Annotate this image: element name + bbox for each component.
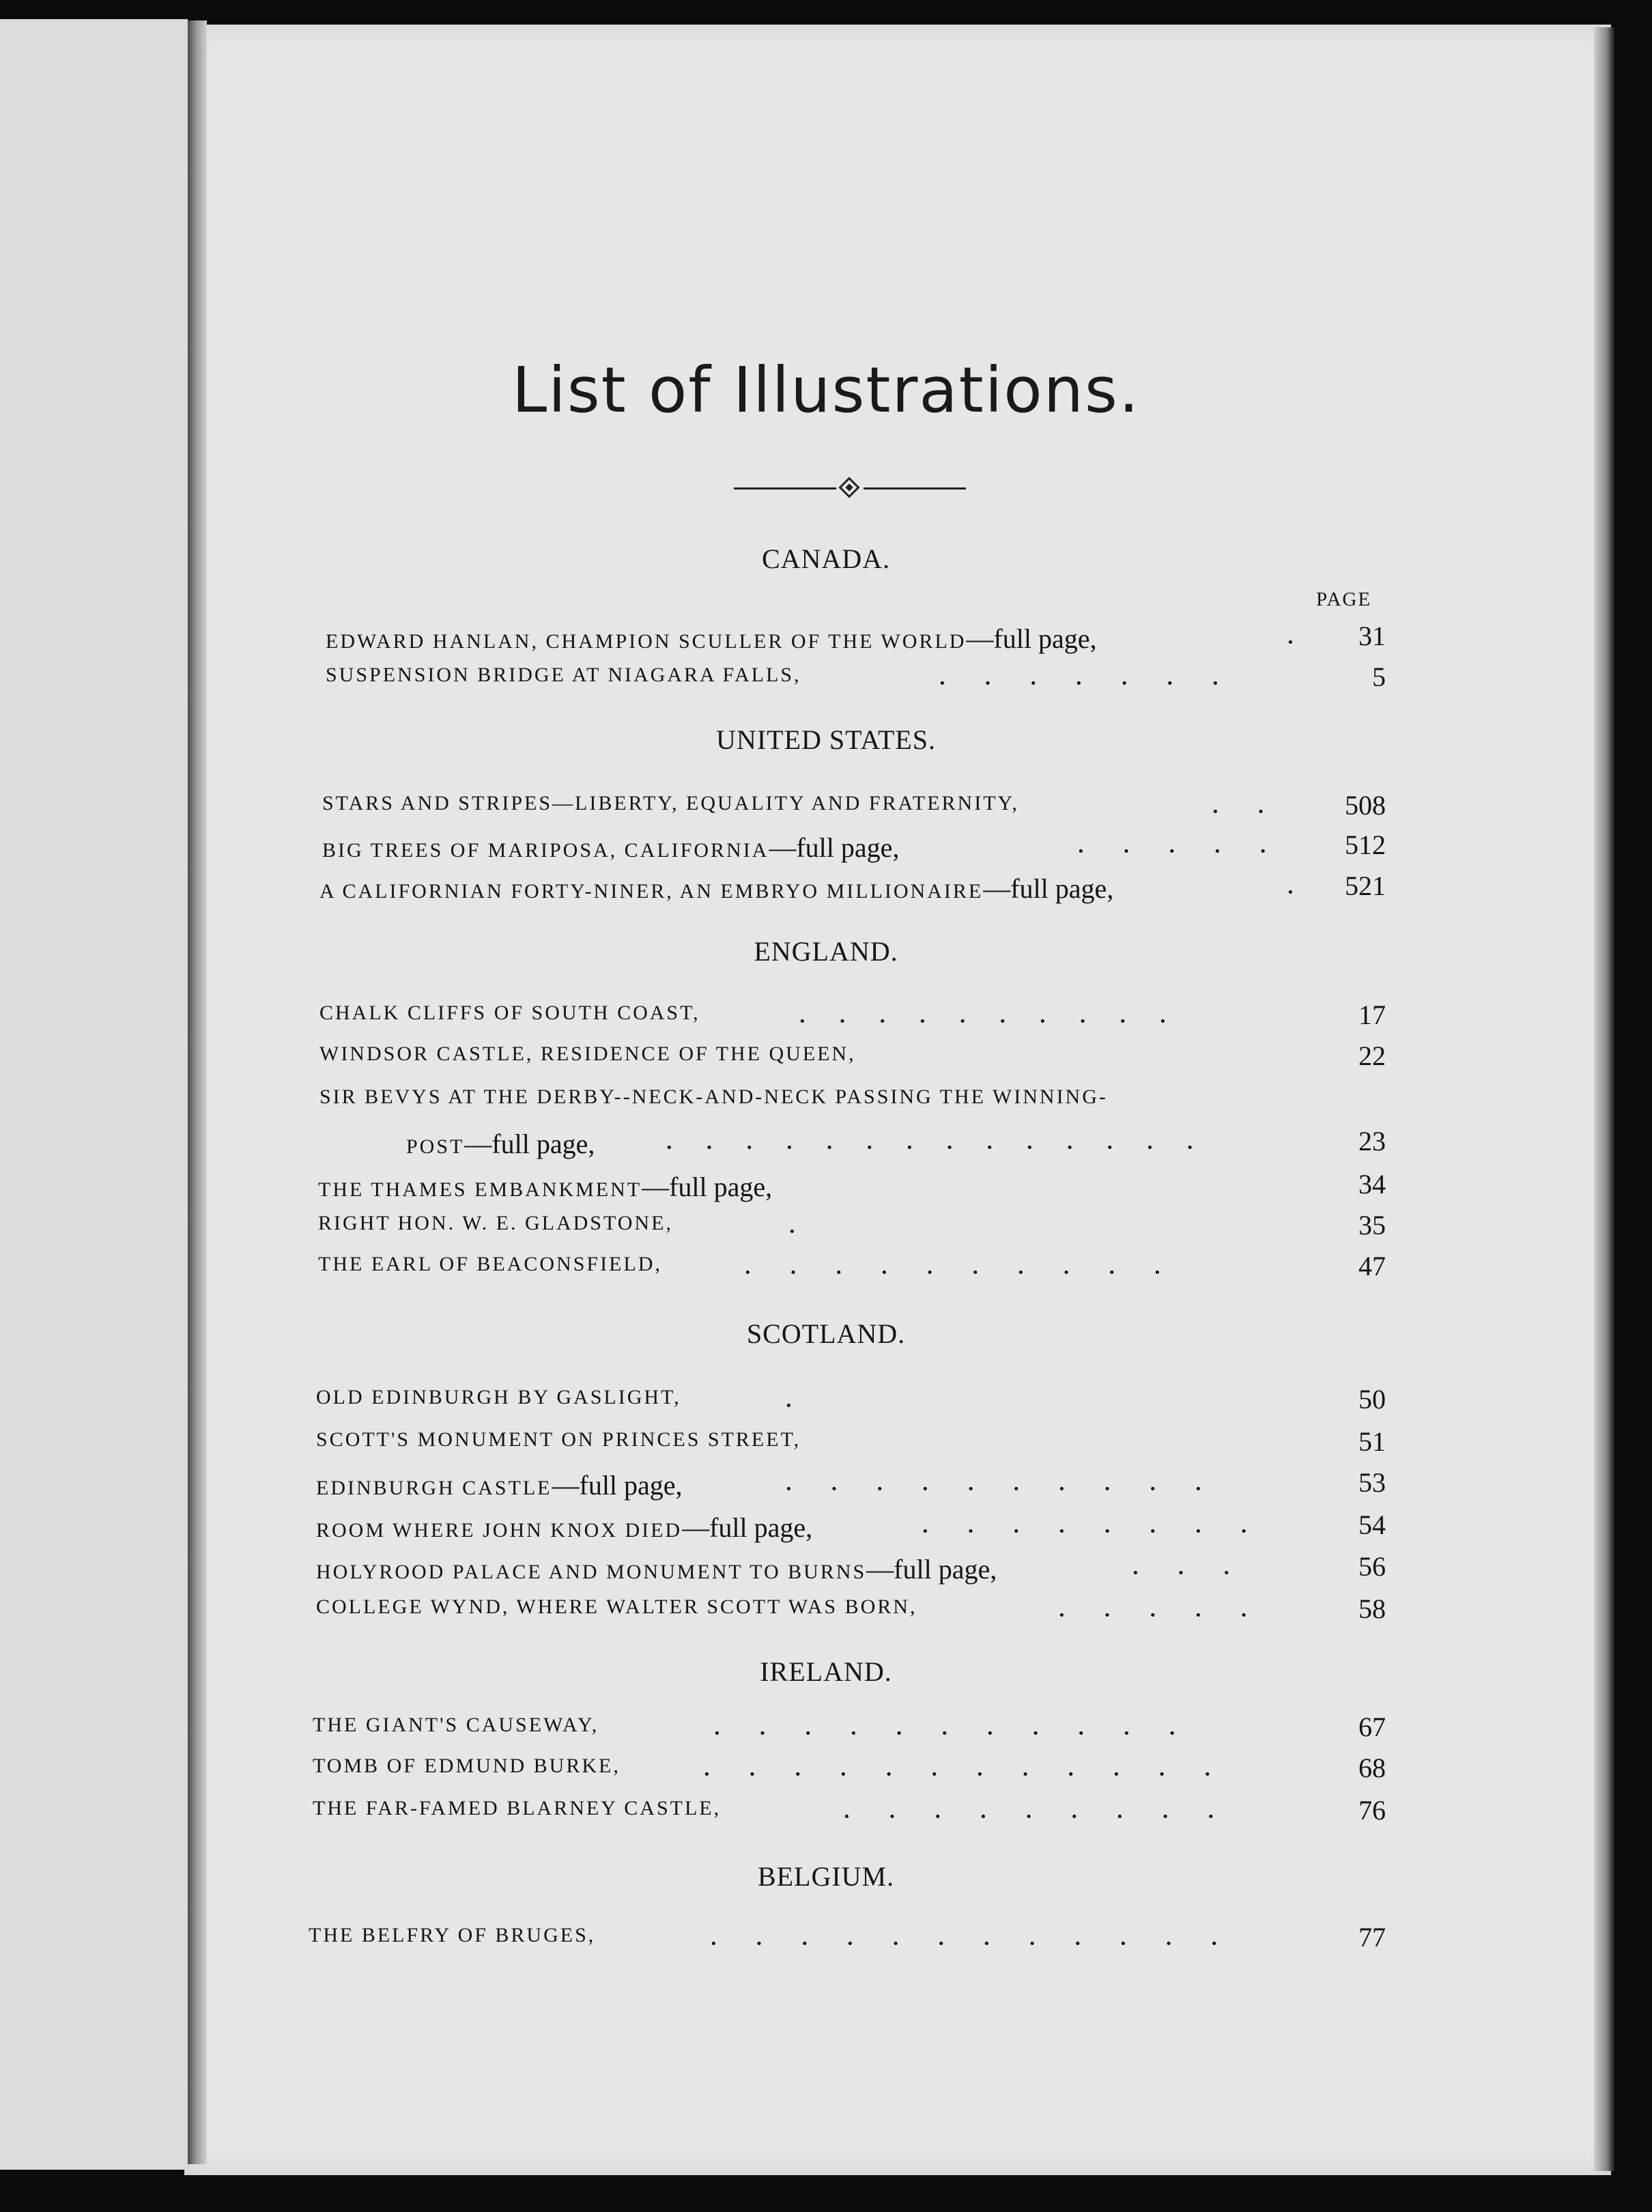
page-number: 23: [1358, 1126, 1386, 1157]
page-number: 512: [1345, 830, 1386, 860]
section-heading-ireland: IRELAND.: [760, 1656, 892, 1687]
page-number: 77: [1358, 1922, 1386, 1953]
list-item: ROOM WHERE JOHN KNOX DIED—full page, · · · · · · · · 54: [316, 1509, 1386, 1543]
list-item: HOLYROOD PALACE AND MONUMENT TO BURNS—full page, · · · 56: [316, 1551, 1386, 1585]
page-number: 51: [1358, 1426, 1386, 1457]
page-number: 17: [1358, 999, 1386, 1030]
page-title: List of Illustrations.: [511, 354, 1141, 427]
page-number: 67: [1358, 1712, 1386, 1742]
page-number: 31: [1358, 621, 1386, 651]
page-number: 35: [1358, 1210, 1386, 1240]
list-item: THE FAR-FAMED BLARNEY CASTLE, · · · · · · · · · 76: [313, 1795, 1386, 1828]
page-number: 54: [1358, 1509, 1386, 1540]
section-heading-canada: CANADA.: [761, 543, 891, 574]
list-item: THE THAMES EMBANKMENT—full page, 34: [318, 1169, 1386, 1202]
list-item: THE BELFRY OF BRUGES, · · · · · · · · · · · · 77: [309, 1922, 1386, 1955]
page-number: 56: [1358, 1551, 1386, 1582]
page-number: 58: [1358, 1593, 1386, 1624]
title-ornament: [734, 478, 966, 498]
page-number: 53: [1358, 1467, 1386, 1498]
page-number: 5: [1372, 662, 1386, 692]
page-number: 34: [1358, 1169, 1386, 1200]
section-heading-england: ENGLAND.: [754, 936, 898, 967]
page-column-label: PAGE: [1316, 589, 1372, 610]
list-item: STARS AND STRIPES—LIBERTY, EQUALITY AND FRATERNITY, · · 508: [322, 790, 1386, 823]
list-item: BIG TREES OF MARIPOSA, CALIFORNIA—full page, · · · · · 512: [322, 830, 1386, 863]
list-item: A CALIFORNIAN FORTY-NINER, AN EMBRYO MILLIONAIRE—full page, · 521: [319, 870, 1386, 904]
page-number: 508: [1345, 790, 1386, 821]
page-number: 68: [1358, 1753, 1386, 1783]
list-item: OLD EDINBURGH BY GASLIGHT, · 50: [316, 1384, 1386, 1417]
section-heading-scotland: SCOTLAND.: [746, 1318, 906, 1349]
list-item: EDWARD HANLAN, CHAMPION SCULLER OF THE WORLD—full page, · 31: [326, 621, 1386, 654]
page-number: 47: [1358, 1251, 1386, 1281]
list-item: SUSPENSION BRIDGE AT NIAGARA FALLS, · · · · · · · 5: [326, 662, 1386, 695]
page-number: 76: [1358, 1795, 1386, 1826]
list-item: THE EARL OF BEACONSFIELD, · · · · · · · · · · 47: [318, 1251, 1386, 1284]
list-item: RIGHT HON. W. E. GLADSTONE, · 35: [318, 1210, 1386, 1243]
list-item: SIR BEVYS AT THE DERBY--NECK-AND-NECK PASSING THE WINNING-: [319, 1086, 1108, 1108]
list-item-continuation: POST—full page, · · · · · · · · · · · · · · 23: [406, 1126, 1386, 1159]
list-item: CHALK CLIFFS OF SOUTH COAST, · · · · · · · · · · 17: [319, 999, 1386, 1033]
page-number: 521: [1345, 870, 1386, 901]
section-heading-belgium: BELGIUM.: [757, 1861, 895, 1892]
page-number: 22: [1358, 1040, 1386, 1071]
page-number: 50: [1358, 1384, 1386, 1415]
list-item: WINDSOR CASTLE, RESIDENCE OF THE QUEEN, 22: [319, 1040, 1386, 1071]
list-item: TOMB OF EDMUND BURKE, · · · · · · · · · · · · 68: [313, 1753, 1386, 1786]
list-item: SCOTT'S MONUMENT ON PRINCES STREET, 51: [316, 1426, 1386, 1457]
list-item: THE GIANT'S CAUSEWAY, · · · · · · · · · · · 67: [313, 1712, 1386, 1745]
list-item: COLLEGE WYND, WHERE WALTER SCOTT WAS BORN, · · · · · 58: [316, 1593, 1386, 1627]
list-item: EDINBURGH CASTLE—full page, · · · · · · · · · · 53: [316, 1467, 1386, 1501]
section-heading-united-states: UNITED STATES.: [716, 724, 936, 755]
